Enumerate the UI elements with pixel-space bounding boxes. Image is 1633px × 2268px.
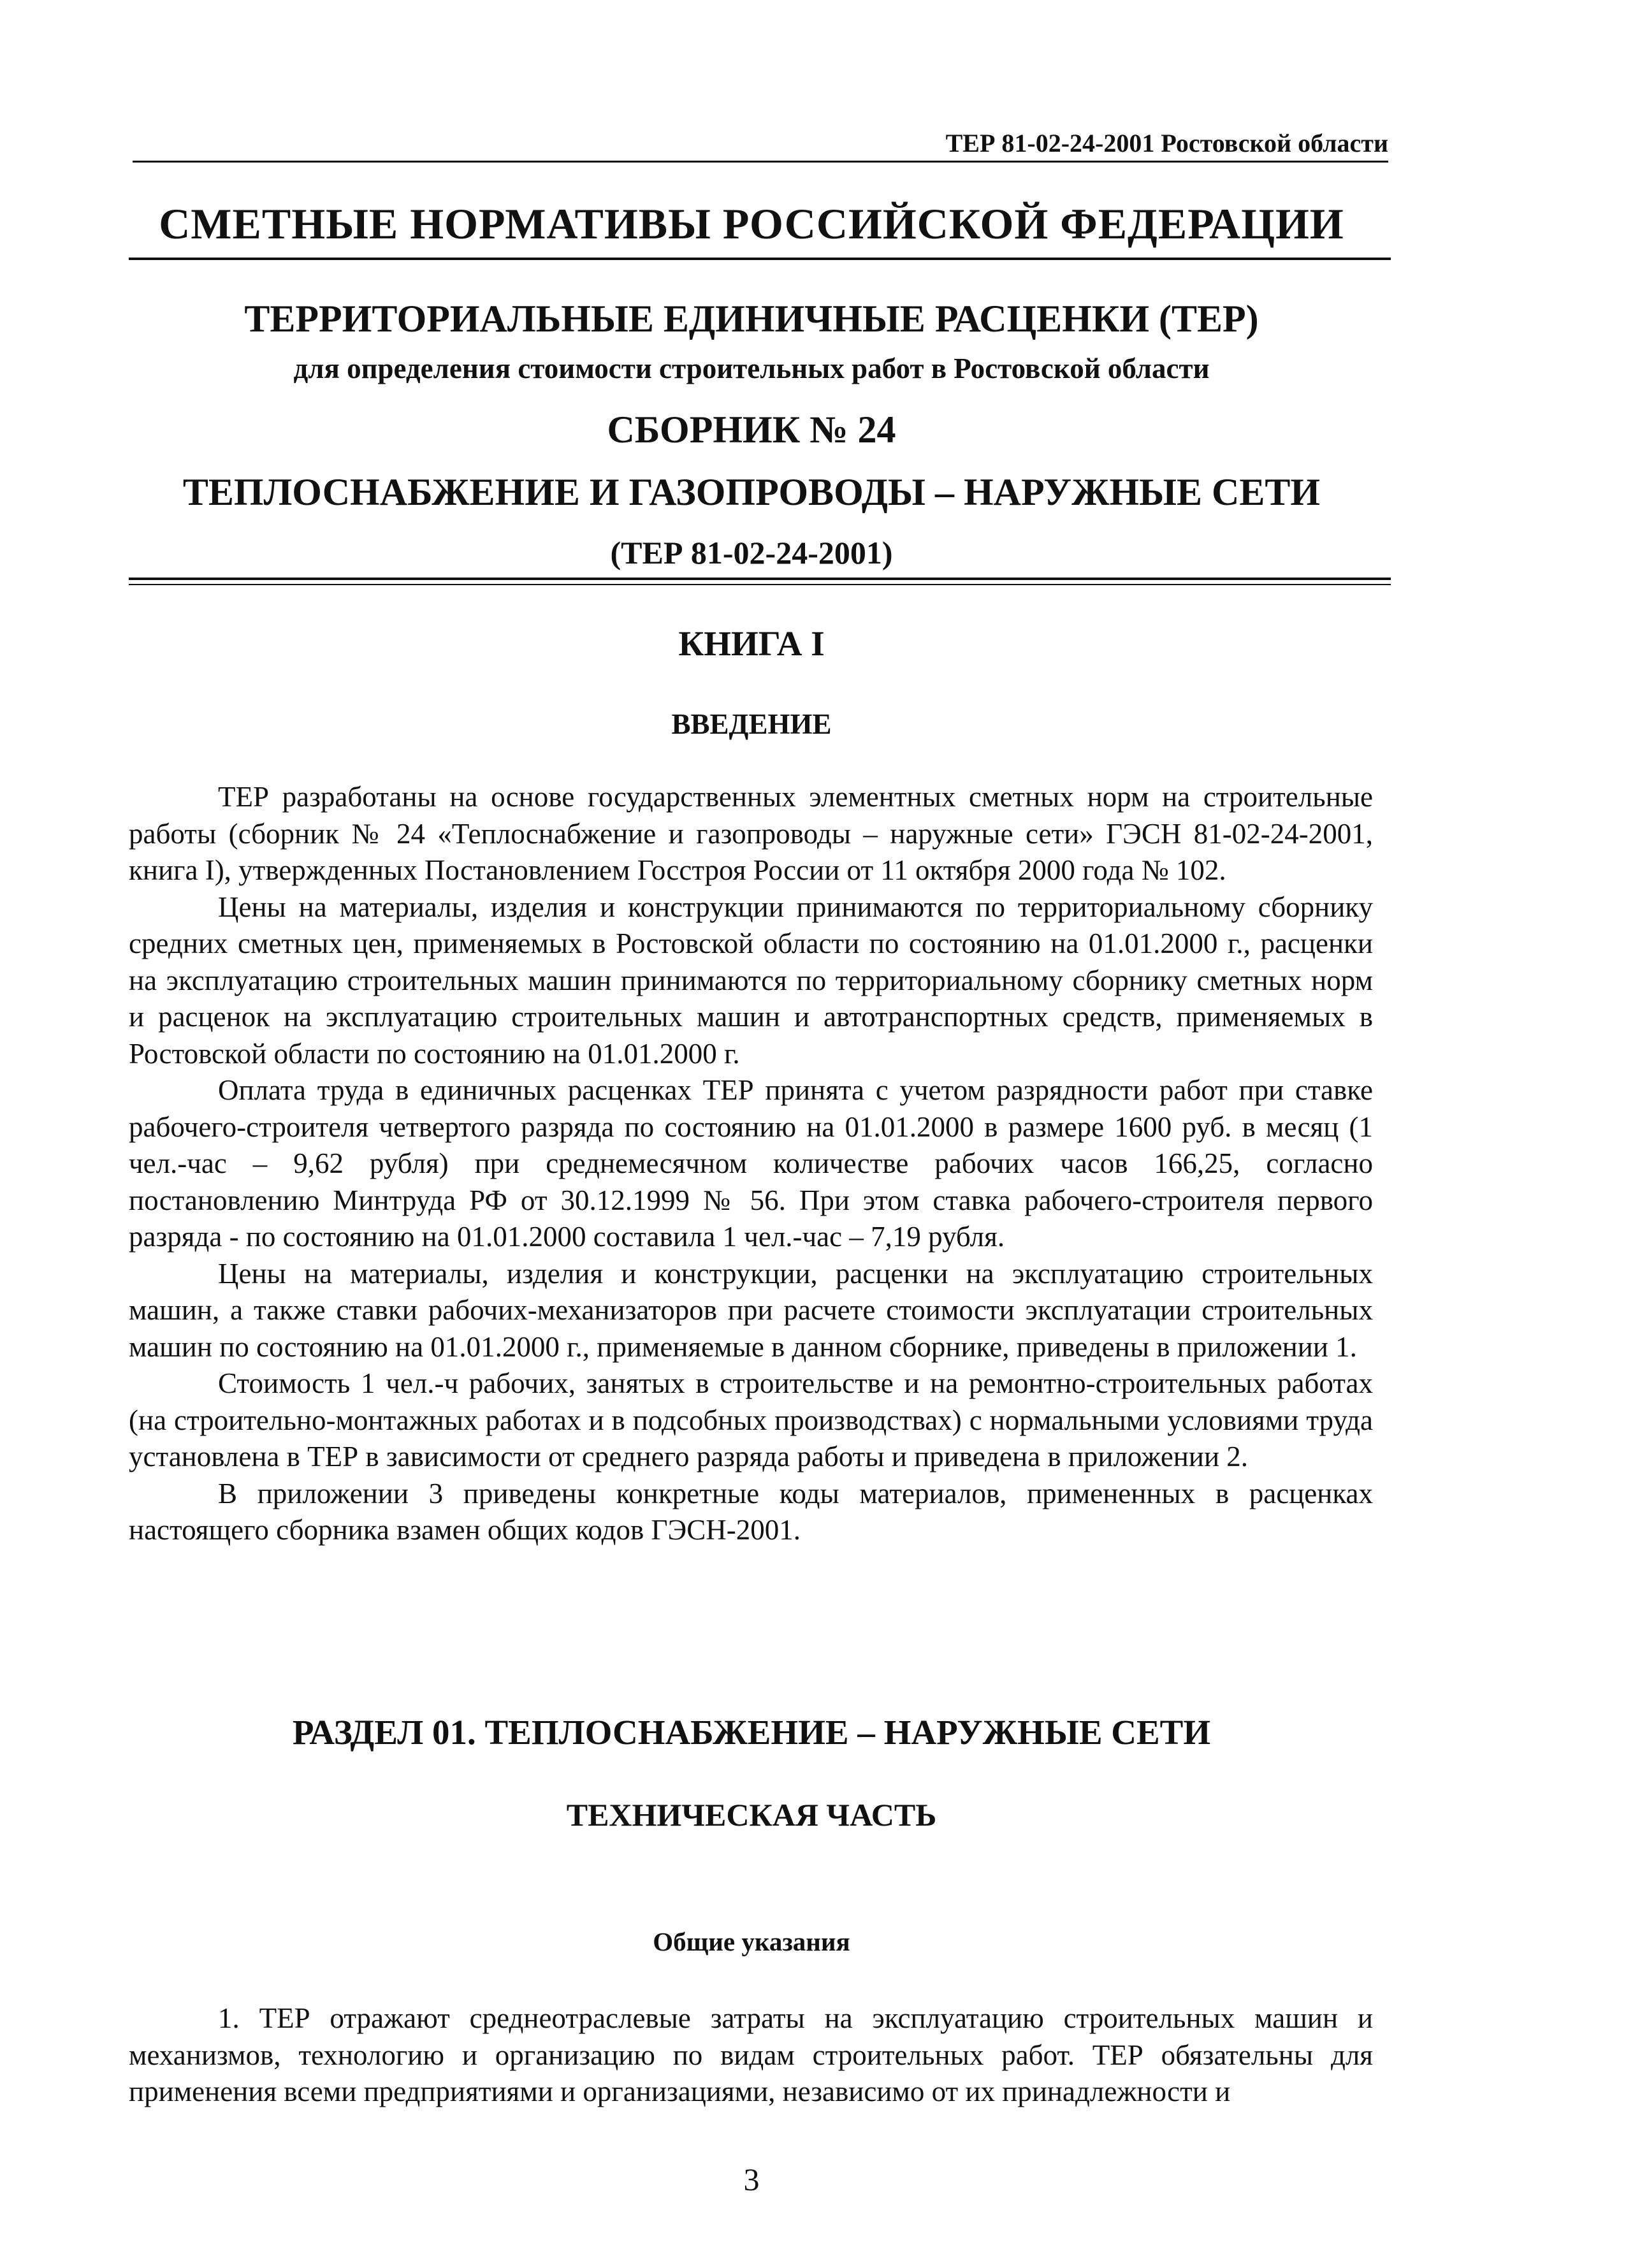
intro-paragraph: ТЕР разработаны на основе государственных элементных сметных норм на строительные работы (сборник № 24 «Теплоснабжение и газопроводы – наружные сети» ГЭСН 81-02-24-2001, книга I), утвержденных Постановлением Госстроя России от 11 октября 2000 года № 102. [129, 781, 1373, 886]
intro-paragraph: Стоимость 1 чел.-ч рабочих, занятых в строительстве и на ремонтно-строительных работах (на строительно-монтажных работах и в подсобных производствах) с нормальными условиями труда установлена в ТЕР в зависимости от среднего разряда работы и приведена в приложении 2. [129, 1367, 1373, 1472]
intro-paragraph: В приложении 3 приведены конкретные коды материалов, примененных в расценках настоящего сборника взамен общих кодов ГЭСН-2001. [129, 1477, 1373, 1546]
tech-part-heading: ТЕХНИЧЕСКАЯ ЧАСТЬ [566, 1797, 937, 1833]
page-number: 3 [743, 2162, 760, 2197]
general-body [129, 2000, 1373, 2111]
running-header: ТЕР 81-02-24-2001 Ростовской области [133, 127, 1388, 163]
section-title: РАЗДЕЛ 01. ТЕПЛОСНАБЖЕНИЕ – НАРУЖНЫЕ СЕТИ [292, 1713, 1211, 1752]
purpose-subtitle: для определения стоимости строительных работ в Ростовской области [293, 353, 1210, 384]
code-rule [129, 578, 1391, 585]
collection-title: СБОРНИК № 24 [607, 409, 896, 451]
territorial-title: ТЕРРИТОРИАЛЬНЫЕ ЕДИНИЧНЫЕ РАСЦЕНКИ (ТЕР) [244, 298, 1259, 340]
book-heading: КНИГА I [678, 624, 825, 663]
code-title: (ТЕР 81-02-24-2001) [610, 535, 893, 571]
general-instructions-heading: Общие указания [653, 1927, 850, 1956]
intro-body [129, 779, 1373, 1549]
title-rule [129, 258, 1391, 260]
intro-paragraph: Цены на материалы, изделия и конструкции, расценки на эксплуатацию строительных машин, а также ставки рабочих-механизаторов при расчете стоимости эксплуатации строительных машин по состоянию на 01.01.2000 г., применяемые в данном сборнике, приведены в приложении 1. [129, 1257, 1373, 1363]
intro-paragraph: Оплата труда в единичных расценках ТЕР принята с учетом разрядности работ при ставке рабочего-строителя четвертого разряда по состоянию на 01.01.2000 в размере 1600 руб. в месяц (1 чел.-час – 9,62 рубля) при среднемесячном количестве рабочих часов 166,25, согласно постановлению Минтруда РФ от 30.12.1999 № 56. При этом ставка рабочего-строителя первого разряда - по состоянию на 01.01.2000 составила 1 чел.-час – 7,19 рубля. [129, 1074, 1373, 1253]
general-paragraph: 1. ТЕР отражают среднеотраслевые затраты на эксплуатацию строительных машин и механизмов, технологию и организацию по видам строительных работ. ТЕР обязательны для применения всеми предприятиями и организациями, независимо от их принадлежности и [129, 2002, 1373, 2107]
subject-title: ТЕПЛОСНАБЖЕНИЕ И ГАЗОПРОВОДЫ – НАРУЖНЫЕ СЕТИ [182, 471, 1321, 513]
intro-heading: ВВЕДЕНИЕ [671, 708, 832, 740]
main-title: СМЕТНЫЕ НОРМАТИВЫ РОССИЙСКОЙ ФЕДЕРАЦИИ [159, 200, 1344, 248]
intro-paragraph: Цены на материалы, изделия и конструкции принимаются по территориальному сборнику средних сметных цен, применяемых в Ростовской области по состоянию на 01.01.2000 г., расценки на эксплуатацию строительных машин принимаются по территориальному сборнику сметных норм и расценок на эксплуатацию строительных машин и автотранспортных средств, применяемых в Ростовской области по состоянию на 01.01.2000 г. [129, 890, 1373, 1070]
